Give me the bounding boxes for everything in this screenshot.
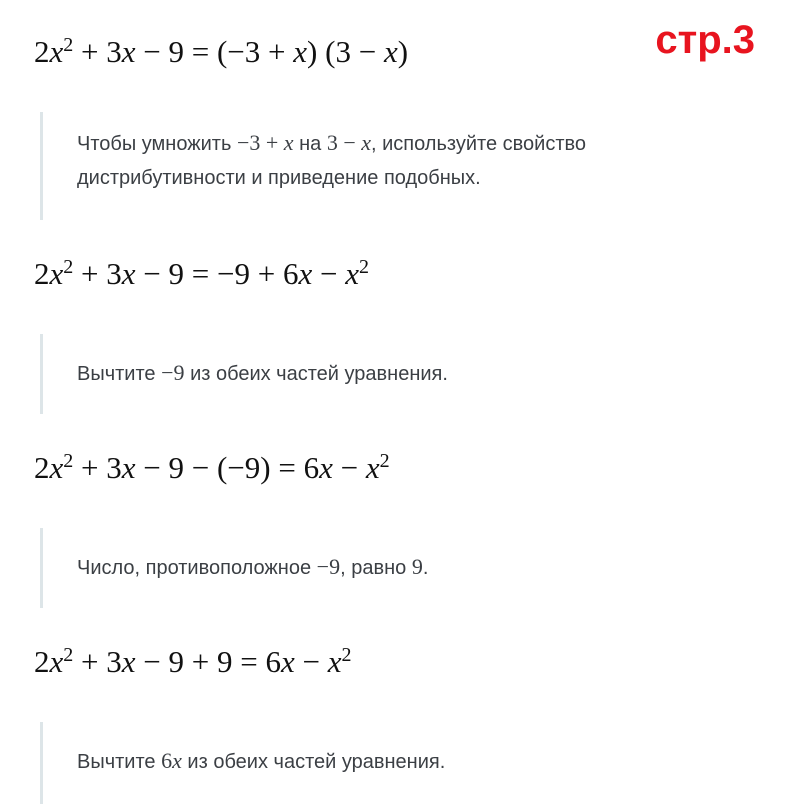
equation-text: $2x^2 + 3x - 9 = -9 + 6x - x^2$ — [34, 256, 369, 291]
math-inline: 9 — [411, 554, 423, 579]
equation-text: $2x^2 + 3x - 9 = (-3 + x) (3 - x)$ — [34, 34, 409, 69]
explanation-step-2 — [40, 334, 740, 414]
equation-text: $2x^2 + 3x - 9 + 9 = 6x - x^2$ — [34, 644, 352, 679]
explanation-text: Чтобы умножить — [77, 133, 237, 155]
explanation-text: Число, противоположное — [77, 557, 317, 579]
equation-step-3 — [34, 450, 390, 486]
equation-step-4 — [34, 644, 351, 680]
explanation-text: из обеих частей уравнения. — [184, 363, 448, 385]
explanation-step-3 — [40, 528, 740, 608]
explanation-text: Вычтите — [77, 751, 162, 773]
explanation-text: Вычтите — [77, 363, 162, 385]
equation-text: $2x^2 + 3x - 9 - (-9) = 6x - x^2$ — [34, 450, 390, 485]
equation-step-2 — [34, 256, 369, 292]
math-inline: −9 — [161, 360, 185, 385]
equation-step-1 — [34, 34, 408, 70]
math-inline: −3 + x — [236, 130, 294, 155]
explanation-step-4 — [40, 722, 740, 804]
explanation-text: , используйте свойство дистрибутивности и приведение подобных. — [77, 133, 586, 189]
math-inline: 3 − x — [326, 130, 371, 155]
explanation-text: на — [293, 133, 327, 155]
math-inline: 6x — [161, 748, 182, 773]
page-number-label: стр.3 — [655, 18, 755, 62]
math-inline: −9 — [316, 554, 341, 579]
explanation-text: из обеих частей уравнения. — [181, 751, 446, 773]
explanation-step-1 — [40, 112, 740, 220]
explanation-text: . — [422, 557, 429, 579]
explanation-text: , равно — [340, 557, 412, 579]
